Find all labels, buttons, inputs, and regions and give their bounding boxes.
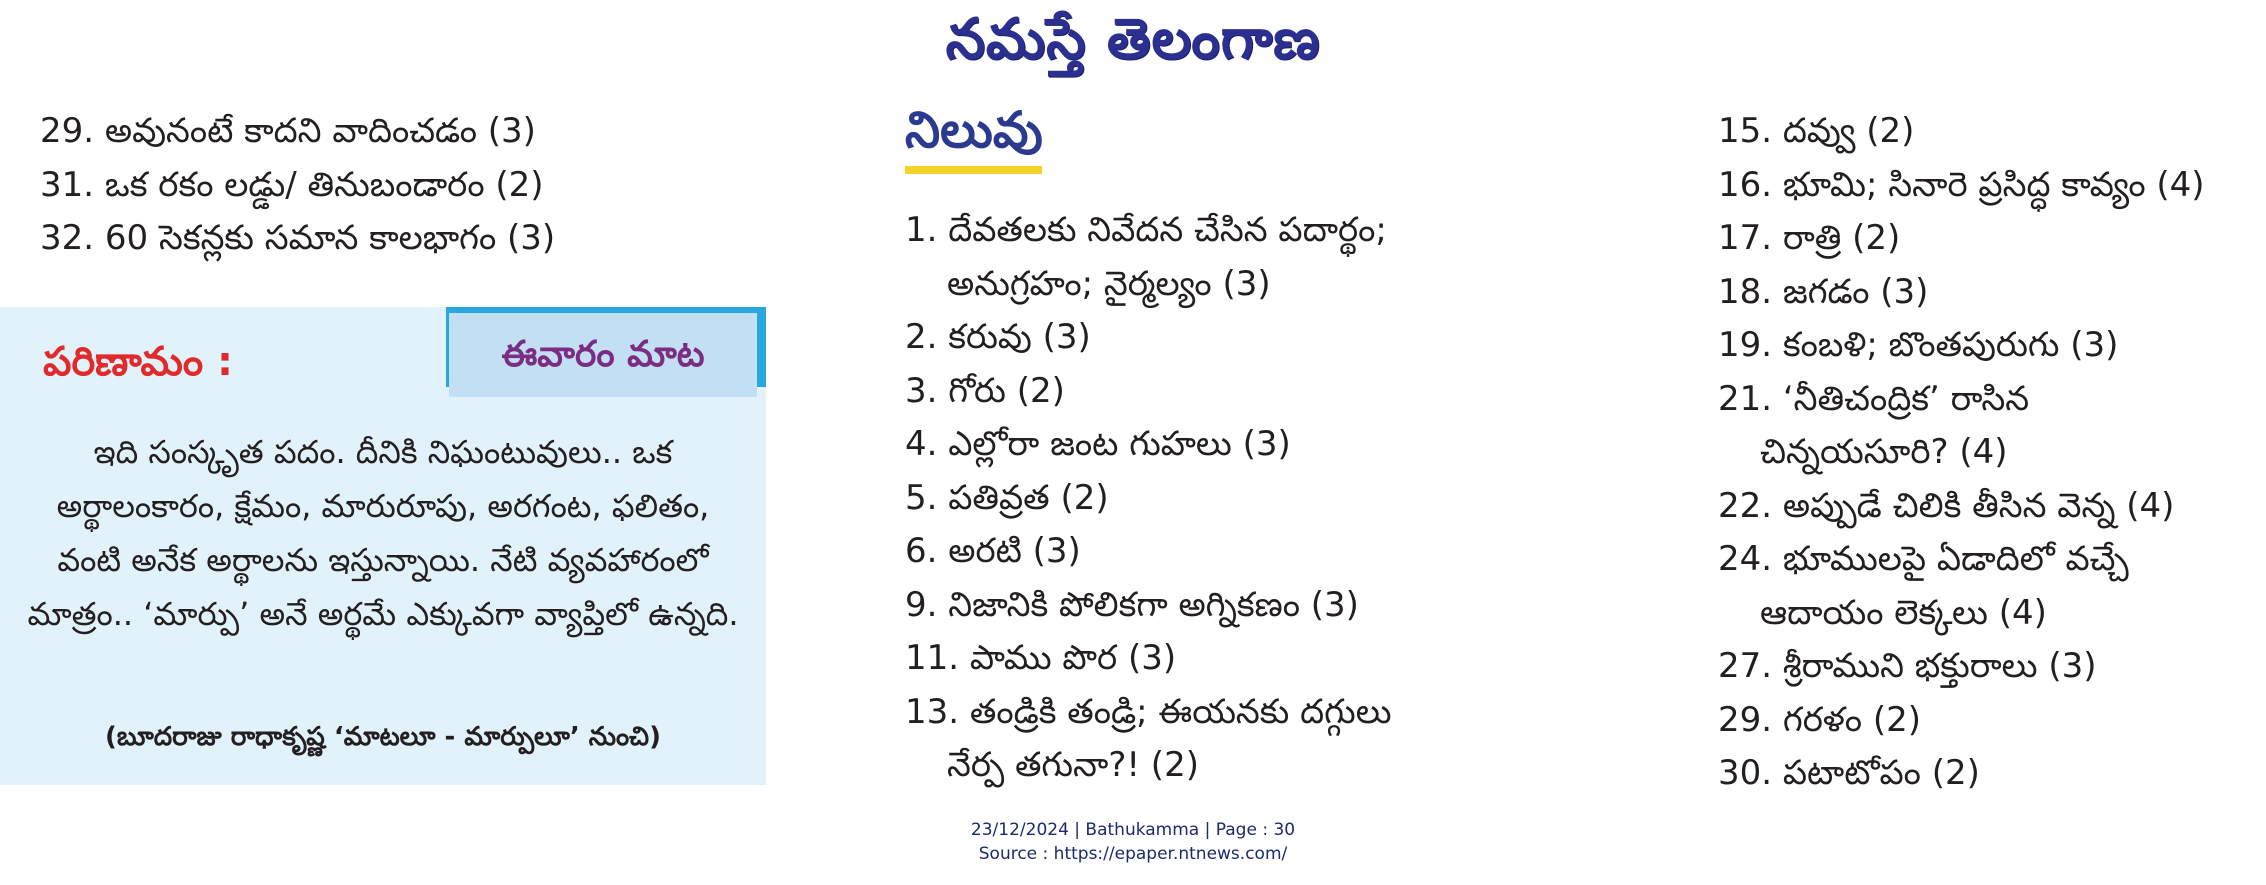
clue-item: 31. ఒక రకం లడ్డు/ తినుబండారం (2) [40, 164, 544, 205]
clue-item: 27. శ్రీరాముని భక్తురాలు (3) [1718, 646, 2097, 686]
section-title: నిలువు [905, 101, 1043, 159]
clue-item: 29. అవునంటే కాదని వాదించడం (3) [40, 111, 536, 151]
clue-item: 4. ఎల్లోరా జంట గుహలు (3) [905, 424, 1291, 464]
title-underline [905, 166, 1042, 174]
clue-continuation: చిన్నయసూరి? (4) [1760, 432, 2008, 472]
clue-item: 19. కంబళి; బొంతపురుగు (3) [1718, 325, 2119, 365]
clue-item: 29. గరళం (2) [1718, 699, 1921, 740]
clue-text: 24. భూములపై ఏడాదిలో వచ్చే [1718, 539, 2129, 579]
clue-item: 11. పాము పొర (3) [905, 638, 1177, 678]
word-of-week-label: ఈవారం మాట [449, 313, 757, 397]
footer-source-link[interactable]: Source : https://epaper.ntnews.com/ [978, 844, 1288, 864]
newspaper-masthead: నమస్తే తెలంగాణ [945, 7, 1321, 72]
clue-item [905, 686, 1625, 793]
clue-item: 18. జగడం (3) [1718, 271, 1929, 312]
clue-continuation: అనుగ్రహం; నైర్మల్యం (3) [947, 263, 1271, 304]
word-source: (బూదరాజు రాధాకృష్ణ ‘మాటలూ - మార్పులూ’ నుంచి) [105, 722, 661, 752]
clue-text: 21. ‘నీతిచంద్రిక’ రాసిన [1718, 378, 2030, 419]
clue-item: 9. నిజానికి పోలికగా అగ్నికణం (3) [905, 584, 1359, 625]
clue-item [1718, 373, 2258, 480]
middle-clue-list [905, 204, 1625, 793]
clue-continuation: ఆదాయం లెక్కలు (4) [1760, 592, 2047, 633]
clue-item: 16. భూమి; సినారె ప్రసిద్ధ కావ్యం (4) [1718, 164, 2205, 205]
right-clue-list [1718, 105, 2258, 801]
word-title: పరిణామం : [43, 339, 234, 385]
clue-item: 15. దవ్వు (2) [1718, 111, 1915, 151]
clue-item: 22. అప్పుడే చిలికి తీసిన వెన్న (4) [1718, 485, 2175, 526]
footer-date-line: 23/12/2024 | Bathukamma | Page : 30 [970, 820, 1296, 840]
clue-text: 13. తండ్రికి తండ్రి; ఈయనకు దగ్గులు [905, 691, 1392, 732]
page-footer [0, 818, 2266, 866]
clue-item: 5. పతివ్రత (2) [905, 477, 1109, 518]
clue-item [1718, 533, 2258, 640]
clue-item: 17. రాత్రి (2) [1718, 218, 1901, 258]
word-description: ఇది సంస్కృత పదం. దీనికి నిఘంటువులు.. ఒక అర్థాలంకారం, క్షేమం, మారురూపు, అరగంట, ఫలితం, వంటి అనేక అర్థాలను ఇస్తున్నాయి. నేటి వ్యవహారంలో మాత్రం.. ‘మార్పు’ అనే అర్థమే ఎక్కువగా వ్యాప్తిలో ఉన్నది. [27, 433, 739, 633]
clue-item: 3. గోరు (2) [905, 370, 1065, 411]
clue-item: 32. 60 సెకన్లకు సమాన కాలభాగం (3) [40, 218, 556, 258]
vertical-clues-section [905, 100, 1625, 793]
clue-continuation: నేర్ప తగునా?! (2) [947, 745, 1199, 785]
left-clue-list [40, 105, 840, 266]
clue-item: 6. అరటి (3) [905, 531, 1081, 571]
clue-text: 1. దేవతలకు నివేదన చేసిన పదార్థం; [905, 210, 1387, 250]
clue-item: 2. కరువు (3) [905, 317, 1091, 357]
clue-item [905, 204, 1625, 311]
word-of-the-week-box [0, 307, 766, 785]
clue-item: 30. పటాటోపం (2) [1718, 753, 1980, 793]
